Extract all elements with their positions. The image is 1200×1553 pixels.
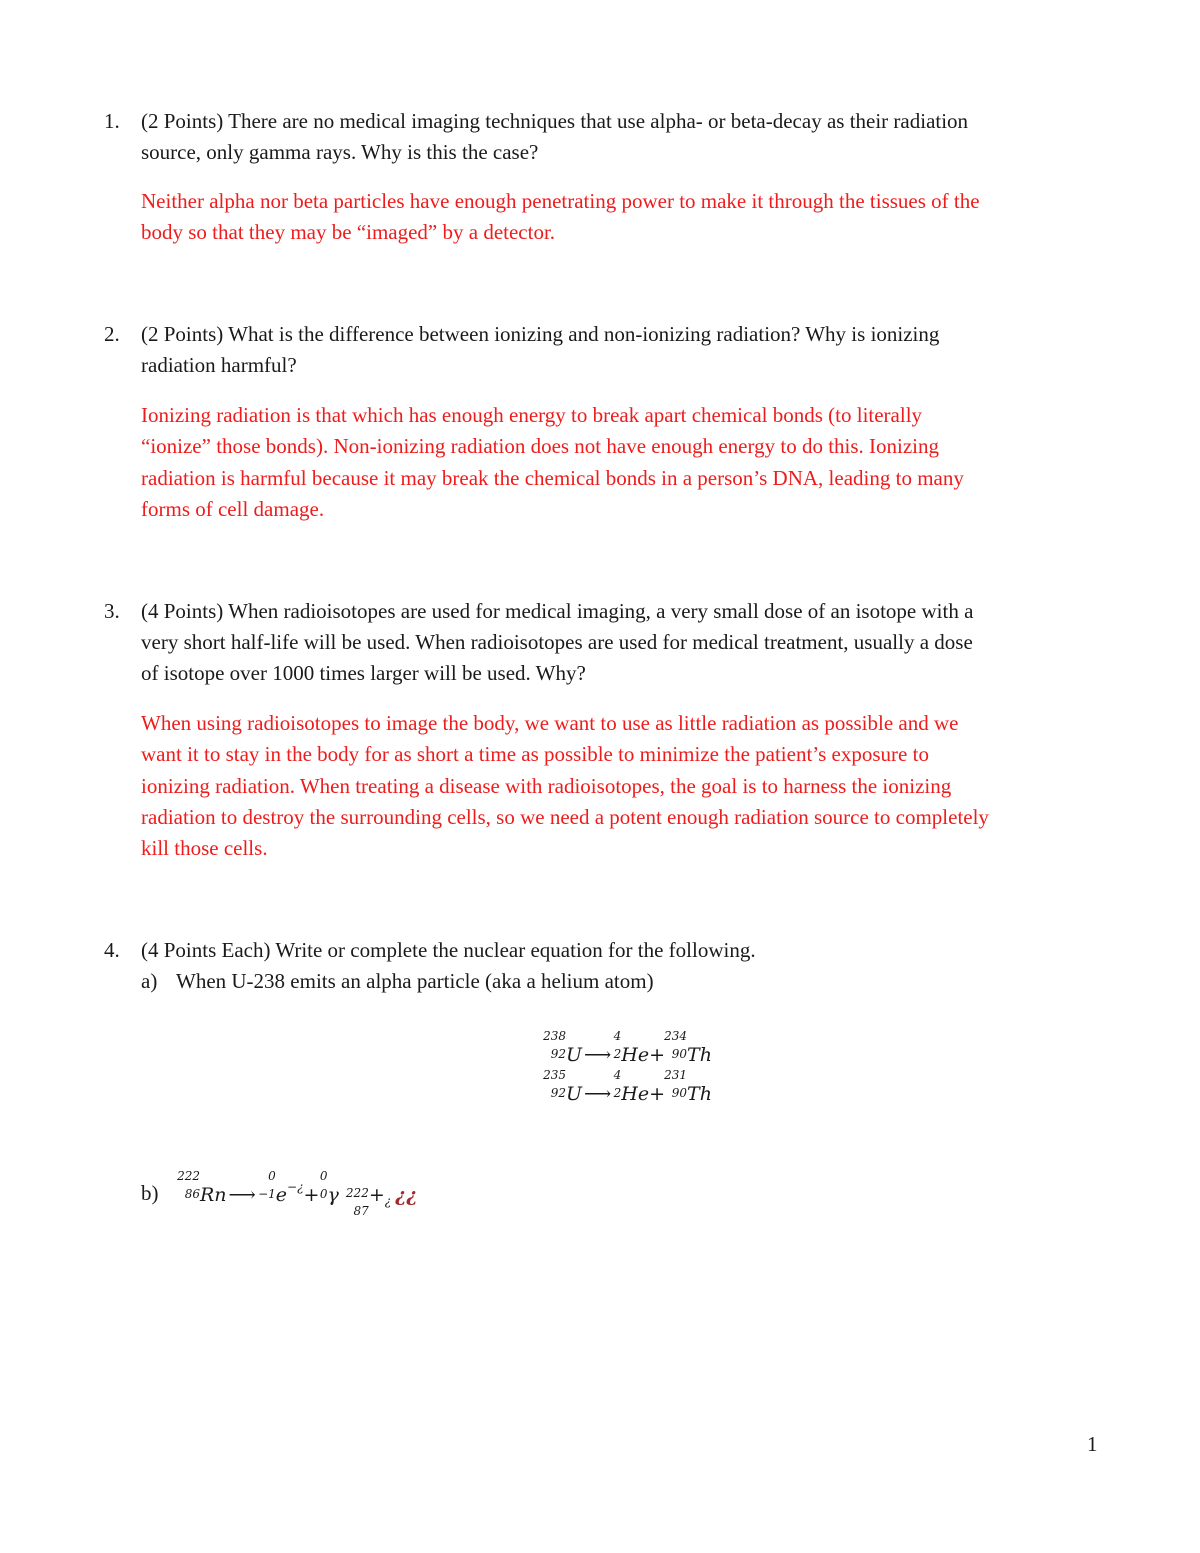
element-symbol: He	[621, 1044, 650, 1066]
mass-number: 234	[664, 1029, 688, 1043]
part-b-label: b)	[141, 1181, 159, 1205]
question-2-prompt-line: radiation harmful?	[141, 353, 297, 377]
element-symbol: U	[566, 1083, 583, 1105]
mass-number: 0	[319, 1169, 328, 1183]
plus-sign: +	[368, 1184, 385, 1206]
answer-line: body so that they may be “imaged” by a detector.	[141, 220, 556, 245]
answer-line: radiation to destroy the surrounding cells, so we need a potent enough radiation source to completely	[141, 804, 989, 829]
answer-line: Neither alpha nor beta particles have enough penetrating power to make it through the tissues of the	[141, 189, 980, 213]
question-4-prompt-line: (4 Points Each) Write or complete the nuclear equation for the following.	[141, 938, 756, 962]
particle-symbol: e	[275, 1184, 288, 1206]
atomic-number: 86	[184, 1187, 200, 1201]
plus-sign: +	[303, 1184, 320, 1206]
atomic-number: 87	[353, 1204, 369, 1218]
answer-line: Ionizing radiation is that which has enough energy to break apart chemical bonds (to literally	[141, 403, 923, 427]
element-symbol: Rn	[200, 1184, 227, 1206]
mass-number: 4	[613, 1029, 622, 1043]
isotope-helium	[613, 1068, 650, 1105]
placeholder-glyph: ¿	[384, 1194, 392, 1208]
answer-line: kill those cells.	[141, 836, 268, 861]
question-4-prompt	[141, 935, 1091, 966]
answer-line: want it to stay in the body for as short a time as possible to minimize the patient’s exposure to	[141, 742, 929, 767]
particle-symbol: γ	[327, 1184, 339, 1206]
nuclear-equation-2	[543, 1068, 712, 1123]
answer-line: When using radioisotopes to image the body, we want to use as little radiation as possible and we	[141, 711, 959, 735]
page-number: 1	[1087, 1432, 1098, 1456]
element-symbol: U	[566, 1044, 583, 1066]
mass-number: 235	[543, 1068, 566, 1082]
plus-sign: +	[649, 1083, 666, 1105]
isotope-uranium	[543, 1029, 583, 1066]
atomic-number: 2	[613, 1086, 622, 1100]
mass-number: 0	[268, 1169, 276, 1183]
mass-number: 231	[664, 1068, 688, 1082]
element-symbol: He	[621, 1083, 650, 1105]
isotope-helium	[613, 1029, 650, 1066]
question-3-prompt-line: (4 Points) When radioisotopes are used for medical imaging, a very small dose of an isotope with a	[141, 599, 974, 623]
isotope-thorium	[664, 1029, 712, 1066]
question-3-number: 3.	[104, 599, 120, 623]
mass-number: 222	[177, 1169, 200, 1183]
question-3-prompt-line: very short half-life will be used. When radioisotopes are used for medical treatment, usually a dose	[141, 630, 973, 654]
mass-number: 222	[345, 1186, 369, 1200]
atomic-number: 0	[319, 1187, 328, 1201]
question-2-prompt	[141, 319, 1091, 381]
atomic-number: −1	[258, 1187, 276, 1201]
question-3-prompt-line: of isotope over 1000 times larger will be used. Why?	[141, 661, 586, 685]
answer-line: forms of cell damage.	[141, 496, 325, 521]
isotope-uranium	[543, 1068, 583, 1105]
gamma-ray	[319, 1169, 339, 1206]
isotope-thorium	[664, 1068, 712, 1105]
mass-number: 238	[543, 1029, 566, 1043]
question-3-prompt	[141, 596, 1091, 689]
reaction-arrow: ⟶	[584, 1044, 612, 1066]
reaction-arrow: ⟶	[228, 1184, 256, 1206]
atomic-number: 90	[671, 1086, 688, 1100]
charge-superscript: −¿	[287, 1180, 304, 1194]
element-symbol: Th	[687, 1083, 712, 1105]
element-symbol: Th	[687, 1044, 712, 1066]
reaction-arrow: ⟶	[584, 1083, 612, 1105]
question-3-answer	[141, 708, 1101, 864]
answer-line: radiation is harmful because it may break the chemical bonds in a person’s DNA, leading to many	[141, 465, 964, 490]
atomic-number: 92	[550, 1086, 566, 1100]
missing-product-placeholder: ¿¿	[395, 1184, 418, 1206]
atomic-number: 90	[671, 1047, 688, 1061]
plus-sign: +	[649, 1044, 666, 1066]
answer-line: “ionize” those bonds). Non-ionizing radiation does not have enough energy to do this. Ionizing	[141, 434, 940, 459]
question-1-prompt	[141, 106, 1091, 168]
beta-particle	[258, 1169, 288, 1206]
answer-line: ionizing radiation. When treating a disease with radioisotopes, the goal is to harness the ionizing	[141, 773, 952, 798]
question-1-prompt-line: (2 Points) There are no medical imaging techniques that use alpha- or beta-decay as their radiation	[141, 109, 969, 133]
question-1-answer	[141, 186, 1101, 249]
question-1-prompt-line: source, only gamma rays. Why is this the case?	[141, 140, 539, 164]
question-2-number: 2.	[104, 322, 120, 346]
atomic-number: 2	[613, 1047, 622, 1061]
question-2-prompt-line: (2 Points) What is the difference between ionizing and non-ionizing radiation? Why is ionizing	[141, 322, 940, 346]
isotope-radon	[177, 1169, 227, 1206]
atomic-number: 92	[550, 1047, 566, 1061]
question-4-number: 4.	[104, 938, 120, 962]
question-1-number: 1.	[104, 109, 120, 133]
question-2-answer	[141, 400, 1101, 525]
nuclear-equation-b	[177, 1169, 418, 1224]
mass-number: 4	[613, 1068, 622, 1082]
part-a-label: a)	[141, 969, 158, 993]
part-a-text: When U-238 emits an alpha particle (aka a helium atom)	[176, 969, 654, 993]
